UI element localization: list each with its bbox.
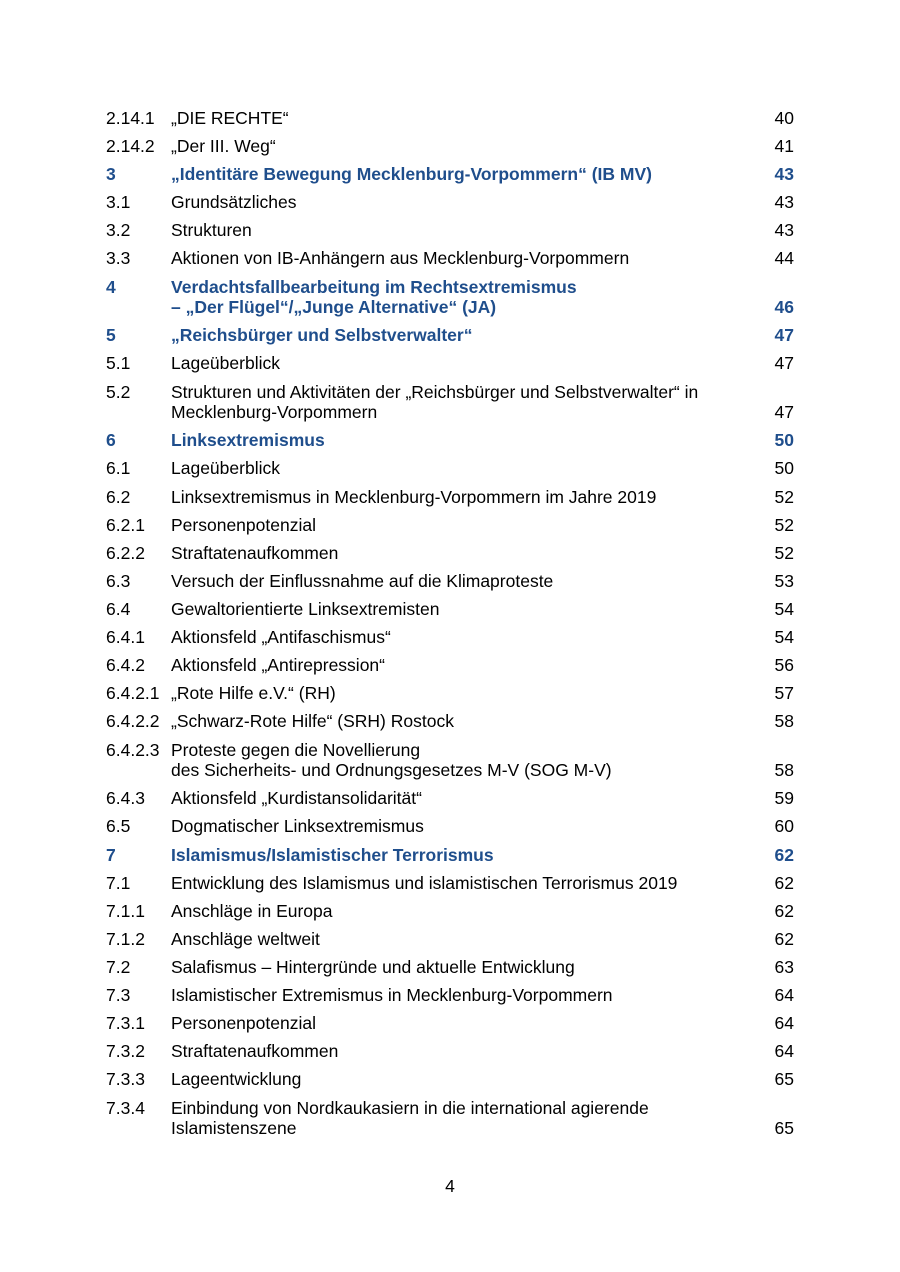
toc-entry-title-line: des Sicherheits- und Ordnungsgesetzes M-V (SOG M-V) xyxy=(171,760,612,781)
toc-entry-title xyxy=(171,873,744,894)
toc-entry-number: 7.3.3 xyxy=(106,1069,145,1090)
toc-entry-title-line: Anschläge in Europa xyxy=(171,900,333,921)
toc-entry-title xyxy=(171,655,744,676)
toc-entry xyxy=(106,567,794,595)
toc-entry-number: 3.1 xyxy=(106,191,131,212)
toc-entry-title xyxy=(171,164,744,185)
toc-entry-title-line: Versuch der Einflussnahme auf die Klimaproteste xyxy=(171,570,554,591)
toc-entry-page: 62 xyxy=(774,872,794,893)
toc-entry-title xyxy=(171,901,744,922)
toc-entry-title-line: Entwicklung des Islamismus und islamistischen Terrorismus 2019 xyxy=(171,872,678,893)
toc-entry-title-line: Personenpotenzial xyxy=(171,514,316,535)
toc-entry-page: 65 xyxy=(774,1069,794,1090)
toc-entry-number: 3.2 xyxy=(106,219,131,240)
toc-entry xyxy=(106,680,794,708)
toc-entry-number: 5 xyxy=(106,325,116,346)
toc-entry-page: 64 xyxy=(774,985,794,1006)
toc-entry-title-line: „Reichsbürger und Selbstverwalter“ xyxy=(171,325,473,346)
toc-entry-page: 54 xyxy=(774,598,794,619)
toc-entry xyxy=(106,736,794,785)
toc-entry-number: 7 xyxy=(106,844,116,865)
toc-entry-title xyxy=(171,740,744,781)
toc-entry-title xyxy=(171,627,744,648)
toc-entry-number: 2.14.2 xyxy=(106,135,155,156)
toc-entry-page: 43 xyxy=(774,163,794,184)
toc-entry-number: 6.4.3 xyxy=(106,788,145,809)
toc-entry-number: 7.3.4 xyxy=(106,1097,145,1118)
toc-entry-title-line: Personenpotenzial xyxy=(171,1013,316,1034)
toc-entry xyxy=(106,104,794,132)
toc-entry-title xyxy=(171,599,744,620)
toc-chapter-entry xyxy=(106,273,794,322)
toc-entry-title xyxy=(171,985,744,1006)
toc-entry-title xyxy=(171,136,744,157)
toc-entry-number: 6 xyxy=(106,430,116,451)
toc-entry xyxy=(106,813,794,841)
toc-entry-number: 3.3 xyxy=(106,248,131,269)
toc-entry xyxy=(106,623,794,651)
toc-entry xyxy=(106,595,794,623)
toc-entry-title-line: Einbindung von Nordkaukasiern in die international agierende xyxy=(171,1097,649,1118)
toc-entry-title xyxy=(171,957,744,978)
toc-entry-page: 65 xyxy=(774,1118,794,1139)
toc-entry-page: 52 xyxy=(774,486,794,507)
toc-entry-page: 43 xyxy=(774,191,794,212)
toc-entry-title xyxy=(171,683,744,704)
toc-entry-title xyxy=(171,1041,744,1062)
toc-entry xyxy=(106,652,794,680)
toc-entry-number: 5.2 xyxy=(106,381,131,402)
toc-entry-number: 7.3.1 xyxy=(106,1013,145,1034)
toc-entry-title xyxy=(171,543,744,564)
toc-entry-number: 4 xyxy=(106,276,116,297)
toc-entry-number: 7.1.2 xyxy=(106,928,145,949)
toc-entry xyxy=(106,216,794,244)
toc-entry-page: 52 xyxy=(774,542,794,563)
toc-entry-page: 41 xyxy=(774,135,794,156)
toc-entry xyxy=(106,132,794,160)
toc-entry-title-line: Straftatenaufkommen xyxy=(171,1041,339,1062)
toc-entry-title-line: Straftatenaufkommen xyxy=(171,542,339,563)
toc-entry-title xyxy=(171,430,744,451)
toc-entry-title xyxy=(171,571,744,592)
toc-entry-title-line: Linksextremismus xyxy=(171,430,325,451)
toc-entry-title-line: Strukturen xyxy=(171,219,252,240)
toc-entry-title xyxy=(171,1013,744,1034)
toc-entry-title xyxy=(171,845,744,866)
toc-entry-page: 43 xyxy=(774,219,794,240)
toc-entry-title-line: Verdachtsfallbearbeitung im Rechtsextremismus xyxy=(171,276,577,297)
toc-entry-number: 6.4 xyxy=(106,598,131,619)
toc-entry xyxy=(106,925,794,953)
toc-entry-page: 62 xyxy=(774,844,794,865)
toc-entry xyxy=(106,483,794,511)
toc-entry-title xyxy=(171,1069,744,1090)
toc-entry-title xyxy=(171,1098,744,1139)
toc-entry-number: 6.2 xyxy=(106,486,131,507)
toc-entry-page: 47 xyxy=(774,402,794,423)
toc-entry-title xyxy=(171,711,744,732)
toc-entry-page: 50 xyxy=(774,458,794,479)
toc-entry-title xyxy=(171,277,744,318)
toc-entry-page: 64 xyxy=(774,1041,794,1062)
toc-entry-page: 54 xyxy=(774,627,794,647)
toc-entry-title xyxy=(171,382,744,423)
toc-entry-title-line: Aktionsfeld „Antifaschismus“ xyxy=(171,627,391,647)
toc-entry-page: 62 xyxy=(774,900,794,921)
toc-entry-title-line: Islamistenszene xyxy=(171,1118,297,1139)
toc-entry xyxy=(106,1010,794,1038)
toc-entry-page: 59 xyxy=(774,788,794,809)
toc-entry-number: 7.3 xyxy=(106,985,131,1006)
toc-entry xyxy=(106,708,794,736)
toc-entry xyxy=(106,1066,794,1094)
toc-entry-title-line: Linksextremismus in Mecklenburg-Vorpommern im Jahre 2019 xyxy=(171,486,657,507)
toc-entry xyxy=(106,897,794,925)
toc-entry-title-line: Lageentwicklung xyxy=(171,1069,302,1090)
toc-entry-title-line: Aktionsfeld „Antirepression“ xyxy=(171,655,385,676)
toc-entry-number: 6.2.1 xyxy=(106,514,145,535)
toc-entry-title xyxy=(171,515,744,536)
toc-entry-number: 5.1 xyxy=(106,353,131,374)
toc-entry-title xyxy=(171,929,744,950)
toc-entry-title xyxy=(171,487,744,508)
toc-entry-title-line: Proteste gegen die Novellierung xyxy=(171,739,421,760)
toc-entry-title xyxy=(171,192,744,213)
toc-entry-page: 46 xyxy=(774,297,794,318)
toc-entry-number: 7.3.2 xyxy=(106,1041,145,1062)
toc-entry-number: 7.1.1 xyxy=(106,900,145,921)
toc-entry-title-line: „DIE RECHTE“ xyxy=(171,107,289,128)
toc-entry-page: 60 xyxy=(774,816,794,837)
toc-entry-title xyxy=(171,353,744,374)
toc-entry-title-line: „Rote Hilfe e.V.“ (RH) xyxy=(171,683,336,704)
toc-entry-number: 6.4.1 xyxy=(106,627,145,647)
toc-entry xyxy=(106,981,794,1009)
toc-entry-title-line: „Der III. Weg“ xyxy=(171,135,276,156)
toc-entry-page: 64 xyxy=(774,1013,794,1034)
toc-entry-title xyxy=(171,108,744,129)
toc-entry-page: 57 xyxy=(774,683,794,704)
toc-entry-number: 6.1 xyxy=(106,458,131,479)
toc-entry-number: 6.4.2.3 xyxy=(106,739,160,760)
toc-entry-title-line: Lageüberblick xyxy=(171,458,280,479)
toc-entry xyxy=(106,511,794,539)
toc-entry xyxy=(106,350,794,378)
toc-entry-title xyxy=(171,816,744,837)
toc-entry-page: 53 xyxy=(774,570,794,591)
toc-entry-title-line: Aktionen von IB-Anhängern aus Mecklenburg-Vorpommern xyxy=(171,248,630,269)
toc-entry-number: 6.5 xyxy=(106,816,131,837)
page-number: 4 xyxy=(445,1176,455,1196)
toc-entry-title-line: „Schwarz-Rote Hilfe“ (SRH) Rostock xyxy=(171,711,454,732)
toc-entry xyxy=(106,188,794,216)
toc-entry xyxy=(106,785,794,813)
toc-entry-page: 47 xyxy=(774,325,794,346)
toc-entry-title xyxy=(171,788,744,809)
toc-entry-title xyxy=(171,458,744,479)
toc-chapter-entry xyxy=(106,427,794,455)
toc-chapter-entry xyxy=(106,322,794,350)
toc-entry-number: 6.4.2 xyxy=(106,655,145,676)
toc-entry xyxy=(106,869,794,897)
toc-entry-title-line: Dogmatischer Linksextremismus xyxy=(171,816,424,837)
toc-entry-page: 63 xyxy=(774,956,794,977)
toc-entry-number: 7.2 xyxy=(106,956,131,977)
toc-entry-title-line: Islamistischer Extremismus in Mecklenburg-Vorpommern xyxy=(171,985,613,1006)
toc-entry-number: 2.14.1 xyxy=(106,107,155,128)
toc-entry-title-line: Aktionsfeld „Kurdistansolidarität“ xyxy=(171,788,422,809)
toc-entry-page: 58 xyxy=(774,760,794,781)
toc-entry-title-line: – „Der Flügel“/„Junge Alternative“ (JA) xyxy=(171,297,497,318)
toc-entry xyxy=(106,378,794,427)
toc-entry-number: 6.4.2.2 xyxy=(106,711,160,732)
toc-entry-number: 6.2.2 xyxy=(106,542,145,563)
toc-entry-title xyxy=(171,248,744,269)
toc-entry-title-line: Strukturen und Aktivitäten der „Reichsbürger und Selbstverwalter“ in xyxy=(171,381,699,402)
toc-entry-page: 62 xyxy=(774,928,794,949)
toc-entry-number: 6.4.2.1 xyxy=(106,683,160,704)
toc-entry xyxy=(106,1094,794,1143)
toc-entry-page: 50 xyxy=(774,430,794,451)
toc-entry-title-line: Lageüberblick xyxy=(171,353,280,374)
toc-entry-title-line: Gewaltorientierte Linksextremisten xyxy=(171,598,440,619)
toc-entry-title-line: Anschläge weltweit xyxy=(171,928,320,949)
toc-chapter-entry xyxy=(106,841,794,869)
toc-entry-title-line: Islamismus/Islamistischer Terrorismus xyxy=(171,844,494,865)
toc-entry-title-line: Mecklenburg-Vorpommern xyxy=(171,402,378,423)
toc-entry-title xyxy=(171,220,744,241)
toc-entry xyxy=(106,455,794,483)
toc-entry-title-line: Grundsätzliches xyxy=(171,191,297,212)
toc-entry xyxy=(106,244,794,272)
toc-entry xyxy=(106,953,794,981)
table-of-contents xyxy=(106,104,794,1143)
toc-entry-number: 6.3 xyxy=(106,570,131,591)
toc-entry-title xyxy=(171,325,744,346)
toc-entry-page: 40 xyxy=(774,107,794,128)
toc-entry-page: 56 xyxy=(774,655,794,676)
toc-chapter-entry xyxy=(106,160,794,188)
toc-entry-title-line: Salafismus – Hintergründe und aktuelle Entwicklung xyxy=(171,956,575,977)
toc-entry-number: 3 xyxy=(106,163,116,184)
toc-entry xyxy=(106,539,794,567)
toc-entry-page: 52 xyxy=(774,514,794,535)
toc-entry-page: 47 xyxy=(774,353,794,374)
toc-entry-title-line: „Identitäre Bewegung Mecklenburg-Vorpommern“ (IB MV) xyxy=(171,163,652,184)
toc-entry-page: 44 xyxy=(774,248,794,269)
toc-entry xyxy=(106,1038,794,1066)
toc-entry-page: 58 xyxy=(774,711,794,732)
toc-entry-number: 7.1 xyxy=(106,872,131,893)
